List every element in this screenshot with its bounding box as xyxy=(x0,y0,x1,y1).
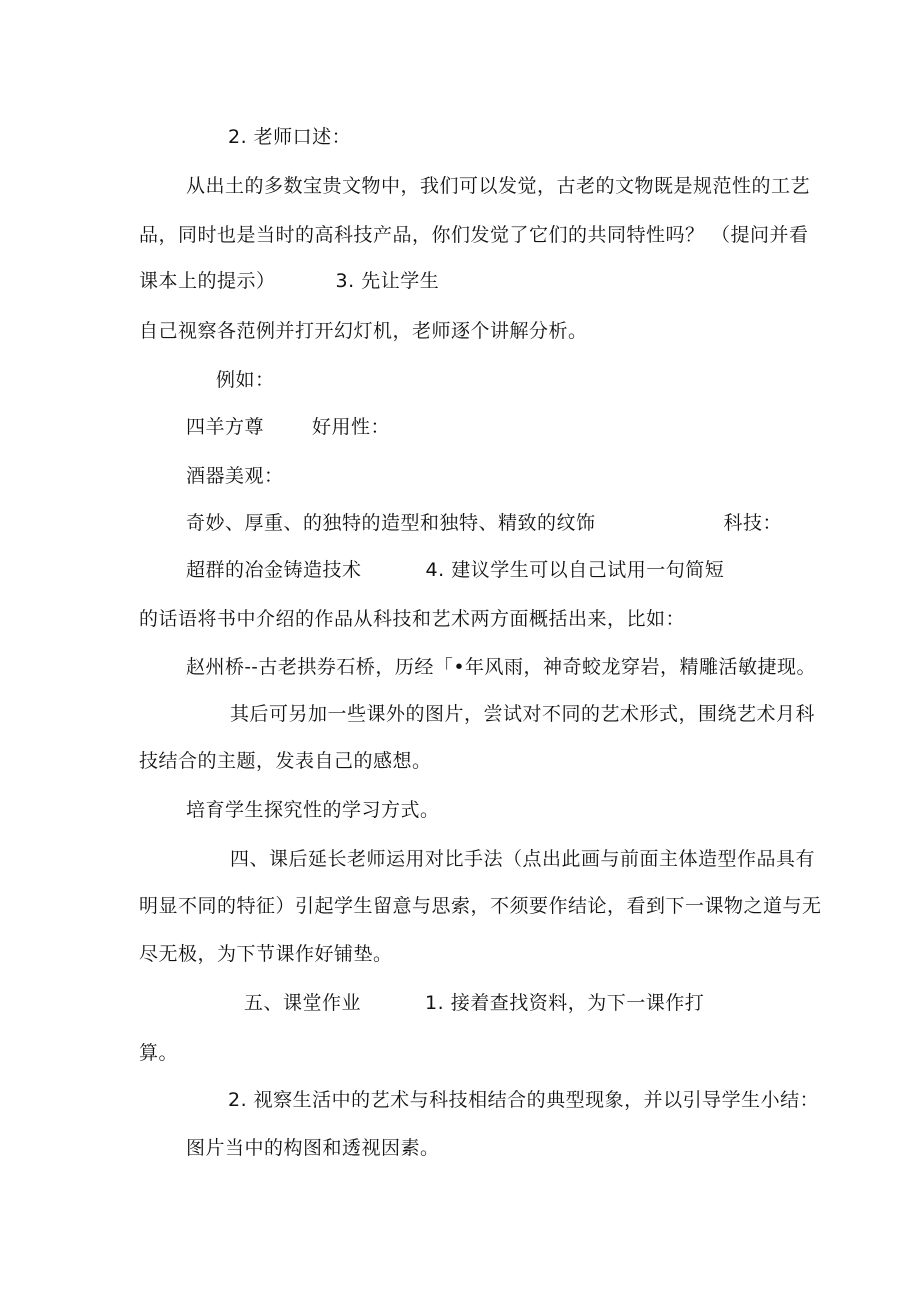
paragraph-line: 自己视察各范例并打开幻灯机，老师逐个讲解分析。 xyxy=(139,320,588,342)
item-text: 先让学生 xyxy=(354,270,440,292)
section-5-heading xyxy=(244,990,704,1016)
line-text: 奇妙、厚重、的独特的造型和独特、精致的纹饰 xyxy=(186,512,596,534)
item-2-homework xyxy=(228,1087,819,1113)
item-2-heading xyxy=(228,124,351,150)
paragraph-line: 从出土的多数宝贵文物中，我们可以发觉，古老的文物既是规范性的工艺 xyxy=(186,175,811,197)
paragraph-line xyxy=(186,510,782,536)
paragraph-line xyxy=(139,268,439,294)
item-text: 建议学生可以自己试用一句简短 xyxy=(444,559,725,581)
paragraph-line: 酒器美观： xyxy=(186,465,284,487)
paragraph-line: 赵州桥--古老拱券石桥，历经「•年风雨，神奇蛟龙穿岩，精雕活敏捷现。 xyxy=(186,656,817,678)
item-text: 接着查找资料，为下一课作打 xyxy=(444,992,705,1014)
paragraph-line: 图片当中的构图和透视因素。 xyxy=(186,1137,440,1159)
paragraph-line xyxy=(186,414,390,440)
item-number: 1. xyxy=(425,992,445,1014)
line-text: 科技： xyxy=(723,512,783,534)
item-number: 3. xyxy=(335,270,355,292)
paragraph-line: 技结合的主题，发表自己的感想。 xyxy=(139,750,432,772)
paragraph-line: 尽无极，为下节课作好铺垫。 xyxy=(139,943,393,965)
line-text: 超群的冶金铸造技术 xyxy=(186,559,362,581)
item-text: 老师口述： xyxy=(247,126,352,148)
paragraph-line: 培育学生探究性的学习方式。 xyxy=(186,799,440,821)
paragraph-line: 算。 xyxy=(139,1042,179,1064)
paragraph-line: 明显不同的特征）引起学生留意与思索，不须要作结论，看到下一课物之道与无 xyxy=(139,895,822,917)
item-number: 4. xyxy=(425,559,445,581)
paragraph-line: 的话语将书中介绍的作品从科技和艺术两方面概括出来，比如： xyxy=(139,608,686,630)
item-number: 2. xyxy=(228,126,248,148)
line-text: 四羊方尊 xyxy=(186,416,265,438)
section-4-heading: 四、课后延长老师运用对比手法（点出此画与前面主体造型作品具有 xyxy=(230,848,816,870)
paragraph-line xyxy=(186,557,724,583)
item-text: 视察生活中的艺术与科技相结合的典型现象，并以引导学生小结： xyxy=(247,1089,820,1111)
line-text: 五、课堂作业 xyxy=(244,992,362,1014)
item-number: 2. xyxy=(228,1089,248,1111)
paragraph-line: 例如： xyxy=(216,369,275,391)
paragraph-line: 其后可另加一些课外的图片，尝试对不同的艺术形式，围绕艺术月科 xyxy=(230,703,816,725)
paragraph-line: 品，同时也是当时的高科技产品，你们发觉了它们的共同特性吗？ （提问并看 xyxy=(139,224,809,246)
line-text: 课本上的提示） xyxy=(139,270,276,292)
line-text: 好用性： xyxy=(312,416,391,438)
